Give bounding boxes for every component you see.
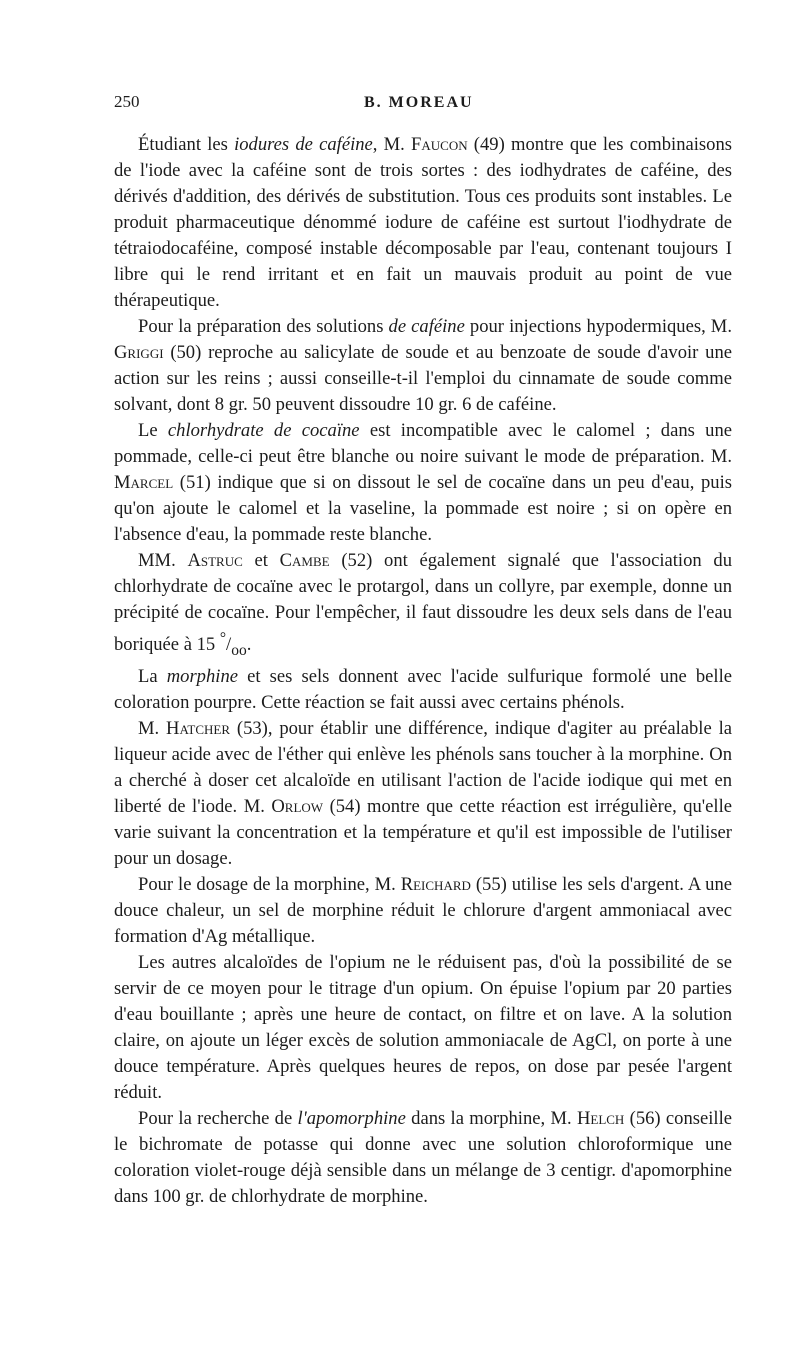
page-header	[114, 92, 732, 132]
text-run: Les autres alcaloïdes de l'opium ne le réduisent pas, d'où la possibilité de se servir de ce moyen pour le titrage d'un opium. On épuise l'opium par 20 parties d'eau bouillante ; après une heure de contact, on filtre et on lave. A la solution claire, on ajoute un léger excès de solution ammoniacale de AgCl, on porte à une douce température. Après quelques heures de repos, on dose par pesée l'argent réduit.	[114, 951, 732, 1103]
text-run: MM.	[138, 550, 188, 571]
text-run: /	[226, 634, 232, 656]
author-name: Faucon	[411, 134, 468, 155]
italic-term: iodures de caféine	[234, 134, 373, 155]
italic-term: de caféine	[388, 316, 465, 337]
text-run: Pour le dosage de la morphine, M.	[138, 873, 401, 895]
paragraph-p9	[114, 1106, 732, 1210]
text-run: M.	[138, 717, 167, 739]
text-run: (50) reproche au salicylate de soude et au benzoate de soude d'avoir une action sur les reins ; aussi conseille-t-il l'emploi du cinnamate de soude comme solvant, dont 8 gr. 50 peuvent dissoudre 10 gr. 6 de caféine.	[114, 342, 732, 415]
text-run: Pour la recherche de	[138, 1107, 298, 1129]
paragraph-p1	[114, 132, 732, 314]
body-text	[114, 132, 732, 1210]
paragraph-p8	[114, 950, 732, 1106]
superscript: °	[219, 630, 227, 647]
text-run: dans la morphine, M.	[405, 1107, 577, 1129]
author-name: Reichard	[400, 873, 471, 895]
author-name: Cambe	[279, 550, 330, 571]
author-name: Hatcher	[166, 717, 231, 739]
paragraph-p5	[114, 664, 732, 716]
text-run: (53), pour établir une différence, indique d'agiter au préalable la liqueur acide avec de l'éther qui enlève les phénols sans toucher à la morphine. On a cherché à doser cet alcaloïde en utilisant l'action de l'acide iodique qui met en liberté de l'iode. M.	[114, 717, 732, 817]
text-run: et	[242, 550, 280, 571]
subscript: oo	[231, 641, 247, 659]
running-head: B. MOREAU	[364, 94, 474, 111]
text-run: Pour la préparation des solutions	[138, 316, 389, 337]
italic-term: chlorhydrate de cocaïne	[167, 420, 360, 441]
italic-term: morphine	[166, 665, 238, 687]
text-run: (54) montre que cette réaction est irrégulière, qu'elle varie suivant la concentration et la température et qu'il est impossible de l'utiliser pour un dosage.	[114, 795, 732, 869]
page-number: 250	[114, 92, 140, 111]
text-run: (51) indique que si on dissout le sel de cocaïne dans un peu d'eau, puis qu'on ajoute le calomel et la vaseline, la pommade est noire ; si on opère en l'absence d'eau, la pommade reste blanche.	[114, 472, 732, 545]
text-run: .	[246, 634, 252, 656]
text-run: (56) conseille le bichromate de potasse qui donne avec une solution chloroformique une coloration violet-rouge déjà sensible dans un mélange de 3 centigr. d'apomorphine dans 100 gr. de chlorhydrate de morphine.	[114, 1107, 732, 1207]
text-run: , M.	[372, 134, 412, 155]
text-run: et ses sels donnent avec l'acide sulfurique formolé une belle coloration pourpre. Cette réaction se fait aussi avec certains phénols.	[114, 665, 732, 713]
text-run: La	[138, 665, 167, 687]
text-run: (49) montre que les combinaisons de l'iode avec la caféine sont de trois sortes : des iodhydrates de caféine, des dérivés d'addition, des dérivés de substitution. Tous ces produits sont instables. Le produit pharmaceutique dénommé iodure de caféine est surtout l'iodhydrate de tétraiodocaféine, composé instable décomposable par l'eau, contenant toujours I libre qui le rend irritant et en fait un mauvais produit au point de vue thérapeutique.	[114, 134, 733, 311]
author-name: Griggi	[114, 342, 164, 363]
author-name: Marcel	[114, 472, 174, 493]
author-name: Orlow	[271, 795, 324, 817]
paragraph-p3	[114, 418, 732, 548]
author-name: Helch	[576, 1107, 625, 1129]
author-name: Astruc	[187, 550, 243, 571]
text-run: (52) ont également signalé que l'association du chlorhydrate de cocaïne avec le protargol, dans un collyre, par exemple, donne un précipité de cocaïne. Pour l'empêcher, il faut dissoudre les deux sels dans de l'eau boriquée à 15	[114, 550, 732, 656]
text-run: Le	[138, 420, 168, 441]
text-run: est incompatible avec le calomel ; dans une pommade, celle-ci peut être blanche ou noire suivant le mode de préparation. M.	[114, 420, 732, 467]
paragraph-p4	[114, 548, 732, 664]
text-run: (55) utilise les sels d'argent. A une douce chaleur, un sel de morphine réduit le chlorure d'argent ammoniacal avec formation d'Ag métallique.	[114, 873, 732, 947]
paragraph-p6	[114, 716, 732, 872]
text-run: pour injections hypodermiques, M.	[464, 316, 732, 337]
paragraph-p2	[114, 314, 732, 418]
paragraph-p7	[114, 872, 732, 950]
text-run: Étudiant les	[138, 134, 235, 155]
italic-term: l'apomorphine	[297, 1107, 406, 1129]
